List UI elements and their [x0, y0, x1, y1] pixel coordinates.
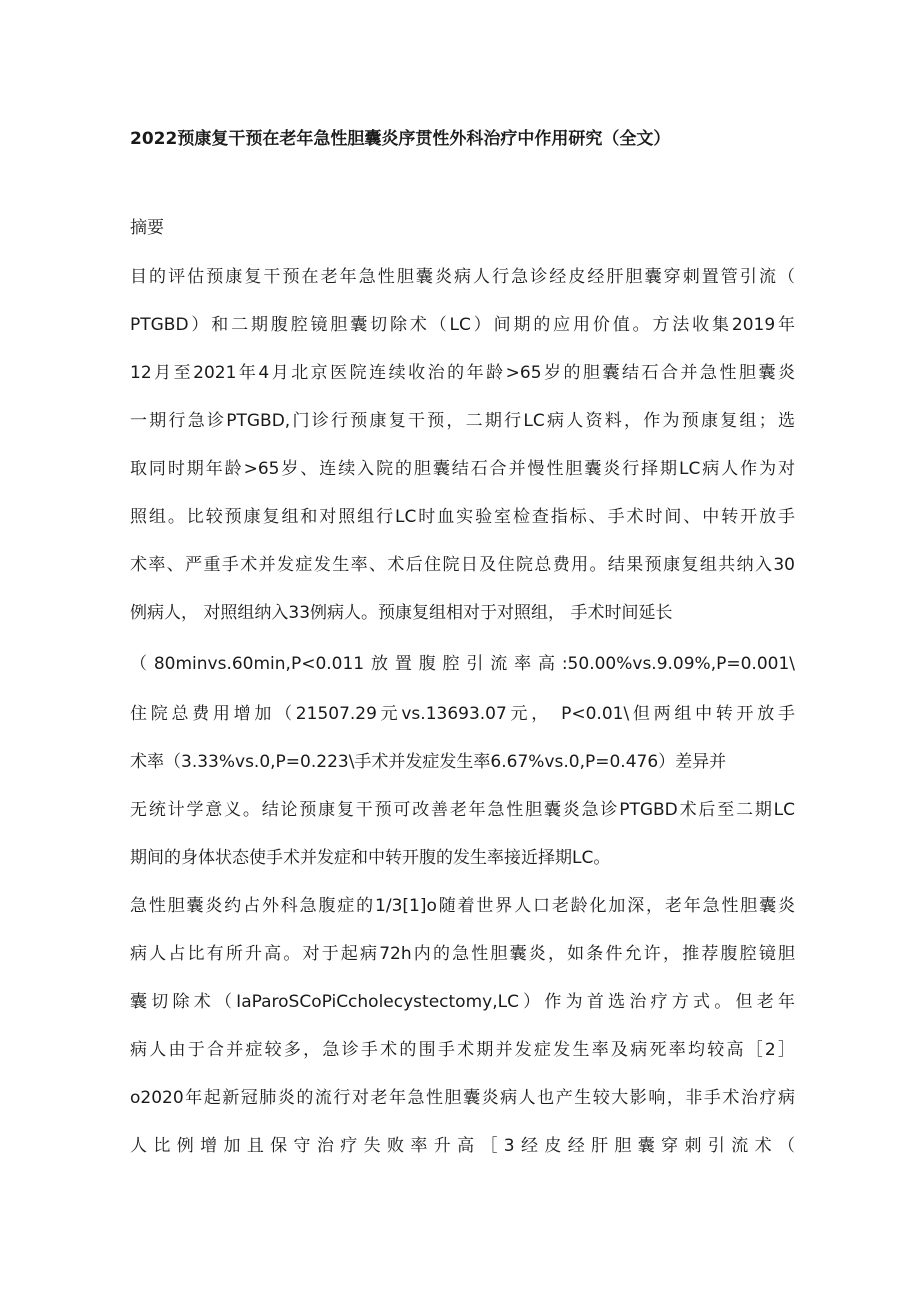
abstract-heading: 摘要 — [130, 218, 164, 238]
abstract-line: 目的评估预康复干预在老年急性胆囊炎病人行急诊经皮经肝胆囊穿刺置管引流（ — [130, 267, 795, 287]
abstract-line: （80minvs.60min,P<0.011放置腹腔引流率高:50.00%vs.9.09%,P=0.001\ — [130, 654, 795, 674]
body-line: 人比例增加且保守治疗失败率升高［3经皮经肝胆囊穿刺引流术（ — [130, 1136, 795, 1156]
document-title: 2022预康复干预在老年急性胆囊炎序贯性外科治疗中作用研究（全文） — [130, 129, 671, 149]
abstract-line: PTGBD）和二期腹腔镜胆囊切除术（LC）间期的应用价值。方法收集2019年 — [130, 315, 795, 335]
body-line: o2020年起新冠肺炎的流行对老年急性胆囊炎病人也产生较大影响，非手术治疗病 — [130, 1088, 795, 1108]
abstract-line: 一期行急诊PTGBD,门诊行预康复干预，二期行LC病人资料，作为预康复组；选 — [130, 411, 795, 431]
abstract-line: 12月至2021年4月北京医院连续收治的年龄>65岁的胆囊结石合并急性胆囊炎 — [130, 363, 795, 383]
abstract-line: 术率（3.33%vs.0,P=0.223\手术并发症发生率6.67%vs.0,P=0.476）差异并 — [130, 752, 727, 772]
body-line: 病人由于合并症较多，急诊手术的围手术期并发症发生率及病死率均较高［2］ — [130, 1040, 795, 1060]
body-line: 急性胆囊炎约占外科急腹症的1/3[1]o随着世界人口老龄化加深，老年急性胆囊炎 — [130, 896, 795, 916]
abstract-line: 取同时期年龄>65岁、连续入院的胆囊结石合并慢性胆囊炎行择期LC病人作为对 — [130, 459, 795, 479]
abstract-line: 期间的身体状态使手术并发症和中转开腹的发生率接近择期LC。 — [130, 848, 611, 868]
abstract-line: 住院总费用增加（21507.29元vs.13693.07元， P<0.01\但两组中转开放手 — [130, 704, 795, 724]
abstract-line: 例病人， 对照组纳入33例病人。预康复组相对于对照组， 手术时间延长 — [130, 603, 673, 623]
abstract-line: 照组。比较预康复组和对照组行LC时血实验室检查指标、手术时间、中转开放手 — [130, 507, 795, 527]
abstract-line: 无统计学意义。结论预康复干预可改善老年急性胆囊炎急诊PTGBD术后至二期LC — [130, 800, 795, 820]
body-line: 病人占比有所升高。对于起病72h内的急性胆囊炎，如条件允许，推荐腹腔镜胆 — [130, 944, 795, 964]
body-line: 囊切除术（IaParoSCoPiCcholecystectomy,LC）作为首选治疗方式。但老年 — [130, 992, 795, 1012]
abstract-line: 术率、严重手术并发症发生率、术后住院日及住院总费用。结果预康复组共纳入30 — [130, 555, 795, 575]
